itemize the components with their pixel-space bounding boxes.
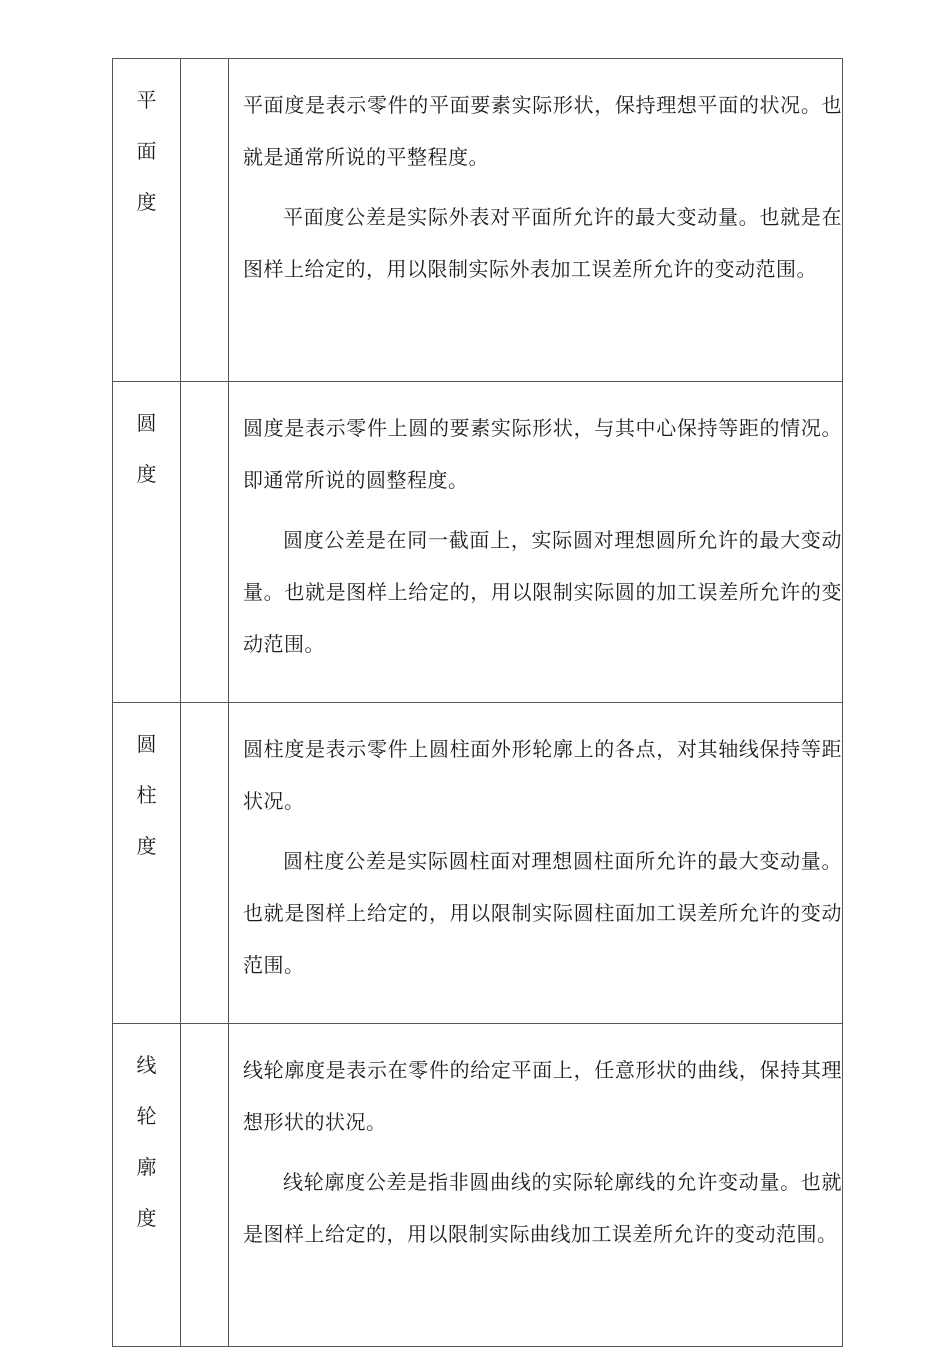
- term-cell: [113, 1024, 181, 1347]
- term-cell: [113, 59, 181, 382]
- term-char: 度: [136, 834, 157, 858]
- table-row-flatness: [113, 59, 843, 382]
- term-char: 面: [136, 139, 157, 163]
- empty-cell: [181, 1024, 229, 1347]
- description-cell: [229, 1024, 843, 1347]
- term-char: 廓: [136, 1155, 157, 1179]
- description-cell: [229, 59, 843, 382]
- definition-text: 圆度是表示零件上圆的要素实际形状，与其中心保持等距的情况。即通常所说的圆整程度。: [243, 416, 842, 492]
- term-char: 轮: [136, 1104, 157, 1128]
- definition-text: 线轮廓度是表示在零件的给定平面上，任意形状的曲线，保持其理想形状的状况。: [243, 1058, 842, 1134]
- term-char: 度: [136, 462, 157, 486]
- definition-text: 平面度是表示零件的平面要素实际形状，保持理想平面的状况。也就是通常所说的平整程度。: [243, 93, 842, 169]
- term-char: 柱: [136, 783, 157, 807]
- tolerance-text: 圆度公差是在同一截面上，实际圆对理想圆所允许的最大变动量。也就是图样上给定的，用以限制实际圆的加工误差所允许的变动范围。: [243, 528, 842, 656]
- term-cell: [113, 703, 181, 1024]
- description-cell: [229, 382, 843, 703]
- term-char: 度: [136, 190, 157, 214]
- term-char: 线: [136, 1053, 157, 1077]
- term-char: 平: [136, 88, 157, 112]
- description-cell: [229, 703, 843, 1024]
- tolerance-text: 线轮廓度公差是指非圆曲线的实际轮廓线的允许变动量。也就是图样上给定的，用以限制实际曲线加工误差所允许的变动范围。: [243, 1170, 842, 1246]
- tolerance-table: [112, 58, 843, 1347]
- term-char: 圆: [136, 732, 157, 756]
- term-char: 度: [136, 1206, 157, 1230]
- term-char: 圆: [136, 411, 157, 435]
- definition-text: 圆柱度是表示零件上圆柱面外形轮廓上的各点，对其轴线保持等距状况。: [243, 737, 842, 813]
- empty-cell: [181, 703, 229, 1024]
- table-row-line-profile: [113, 1024, 843, 1347]
- table-row-roundness: [113, 382, 843, 703]
- table-row-cylindricity: [113, 703, 843, 1024]
- empty-cell: [181, 59, 229, 382]
- tolerance-text: 平面度公差是实际外表对平面所允许的最大变动量。也就是在图样上给定的，用以限制实际外表加工误差所允许的变动范围。: [243, 205, 842, 281]
- empty-cell: [181, 382, 229, 703]
- tolerance-text: 圆柱度公差是实际圆柱面对理想圆柱面所允许的最大变动量。也就是图样上给定的，用以限制实际圆柱面加工误差所允许的变动范围。: [243, 849, 842, 977]
- term-cell: [113, 382, 181, 703]
